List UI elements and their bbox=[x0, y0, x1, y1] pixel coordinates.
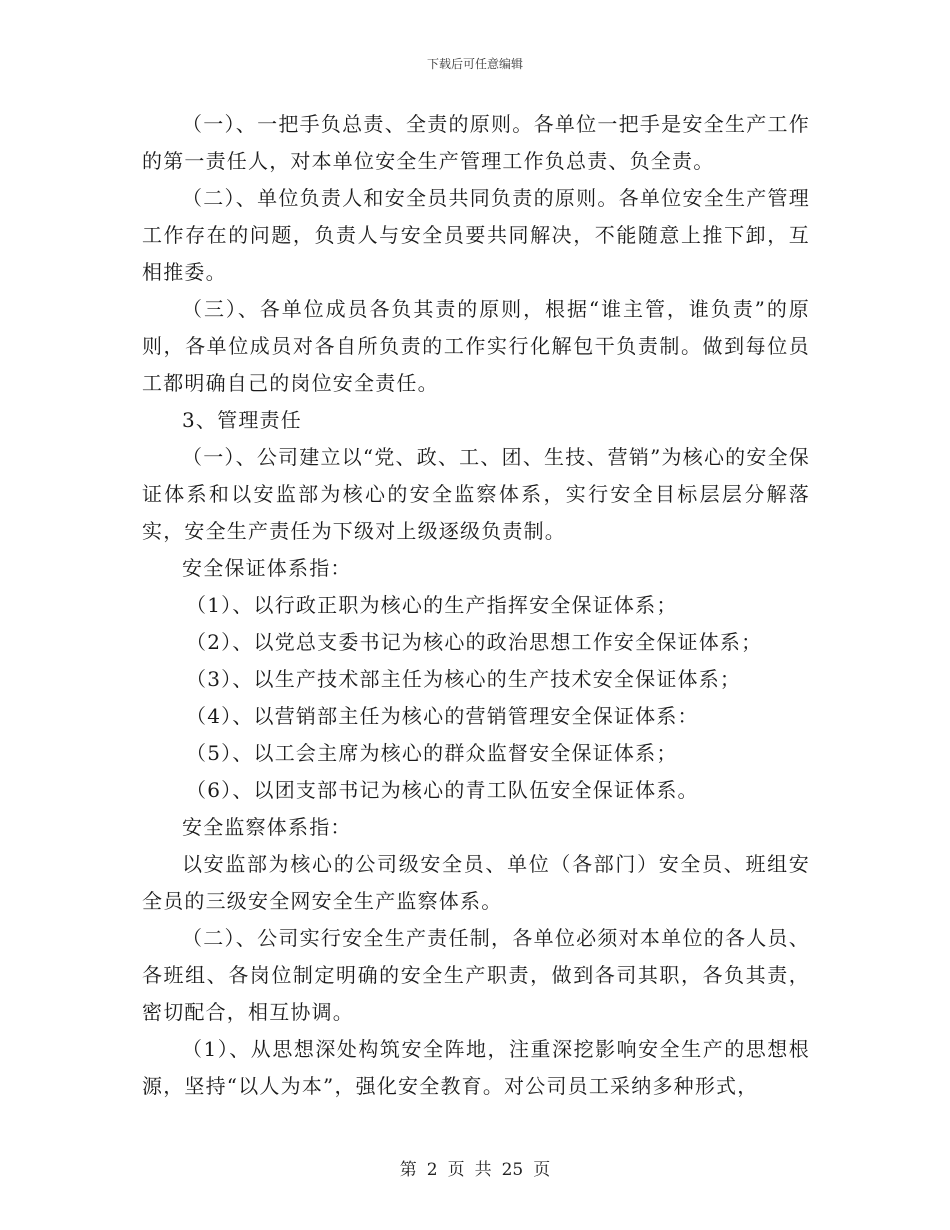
paragraph-management-2: （二）、公司实行安全生产责任制，各单位必须对本单位的各人员、各班组、各岗位制定明确的安全生产职责，做到各司其职，各负其责，密切配合，相互协调。 bbox=[142, 926, 810, 1024]
list-item: （1）、以行政正职为核心的生产指挥安全保证体系； bbox=[186, 593, 678, 617]
list-item: （3）、以生产技术部主任为核心的生产技术安全保证体系； bbox=[186, 667, 742, 691]
list-item: （5）、以工会主席为核心的群众监督安全保证体系； bbox=[186, 741, 678, 765]
paragraph-supervision: 以安监部为核心的公司级安全员、单位（各部门）安全员、班组安全员的三级安全网安全生产监察体系。 bbox=[142, 852, 810, 913]
list-item: （2）、以党总支委书记为核心的政治思想工作安全保证体系； bbox=[186, 630, 763, 654]
footer-page-number: 2 bbox=[426, 1160, 438, 1180]
subheading-safety-supervision: 安全监察体系指： bbox=[182, 815, 352, 839]
list-item: （4）、以营销部主任为核心的营销管理安全保证体系： bbox=[186, 704, 699, 728]
page-footer bbox=[0, 1155, 950, 1180]
section-heading-management: 3、管理责任 bbox=[182, 408, 302, 432]
footer-di: 第 bbox=[399, 1160, 417, 1180]
footer-ye: 页 bbox=[447, 1160, 465, 1180]
subheading-safety-guarantee: 安全保证体系指： bbox=[182, 556, 352, 580]
document-body bbox=[142, 106, 810, 1105]
paragraph-principle-1: （一）、一把手负总责、全责的原则。各单位一把手是安全生产工作的第一责任人，对本单位安全生产管理工作负总责、负全责。 bbox=[142, 112, 810, 173]
paragraph-principle-2: （二）、单位负责人和安全员共同负责的原则。各单位安全生产管理工作存在的问题，负责人与安全员要共同解决，不能随意上推下卸，互相推委。 bbox=[142, 186, 810, 284]
paragraph-principle-3: （三）、各单位成员各负其责的原则，根据“谁主管，谁负责”的原则，各单位成员对各自所负责的工作实行化解包干负责制。做到每位员工都明确自己的岗位安全责任。 bbox=[142, 297, 810, 395]
paragraph-thought-safety: （1）、从思想深处构筑安全阵地，注重深挖影响安全生产的思想根源，坚持“以人为本”，强化安全教育。对公司员工采纳多种形式， bbox=[142, 1037, 810, 1098]
footer-gong: 共 bbox=[474, 1160, 492, 1180]
footer-total-pages: 25 bbox=[501, 1160, 524, 1180]
list-item: （6）、以团支部书记为核心的青工队伍安全保证体系。 bbox=[186, 778, 699, 802]
page-header-note: 下载后可任意编辑 bbox=[426, 57, 523, 71]
footer-ye: 页 bbox=[533, 1160, 551, 1180]
paragraph-management-1: （一）、公司建立以“党、政、工、团、生技、营销”为核心的安全保证体系和以安监部为核心的安全监察体系，实行安全目标层层分解落实，安全生产责任为下级对上级逐级负责制。 bbox=[142, 445, 810, 543]
